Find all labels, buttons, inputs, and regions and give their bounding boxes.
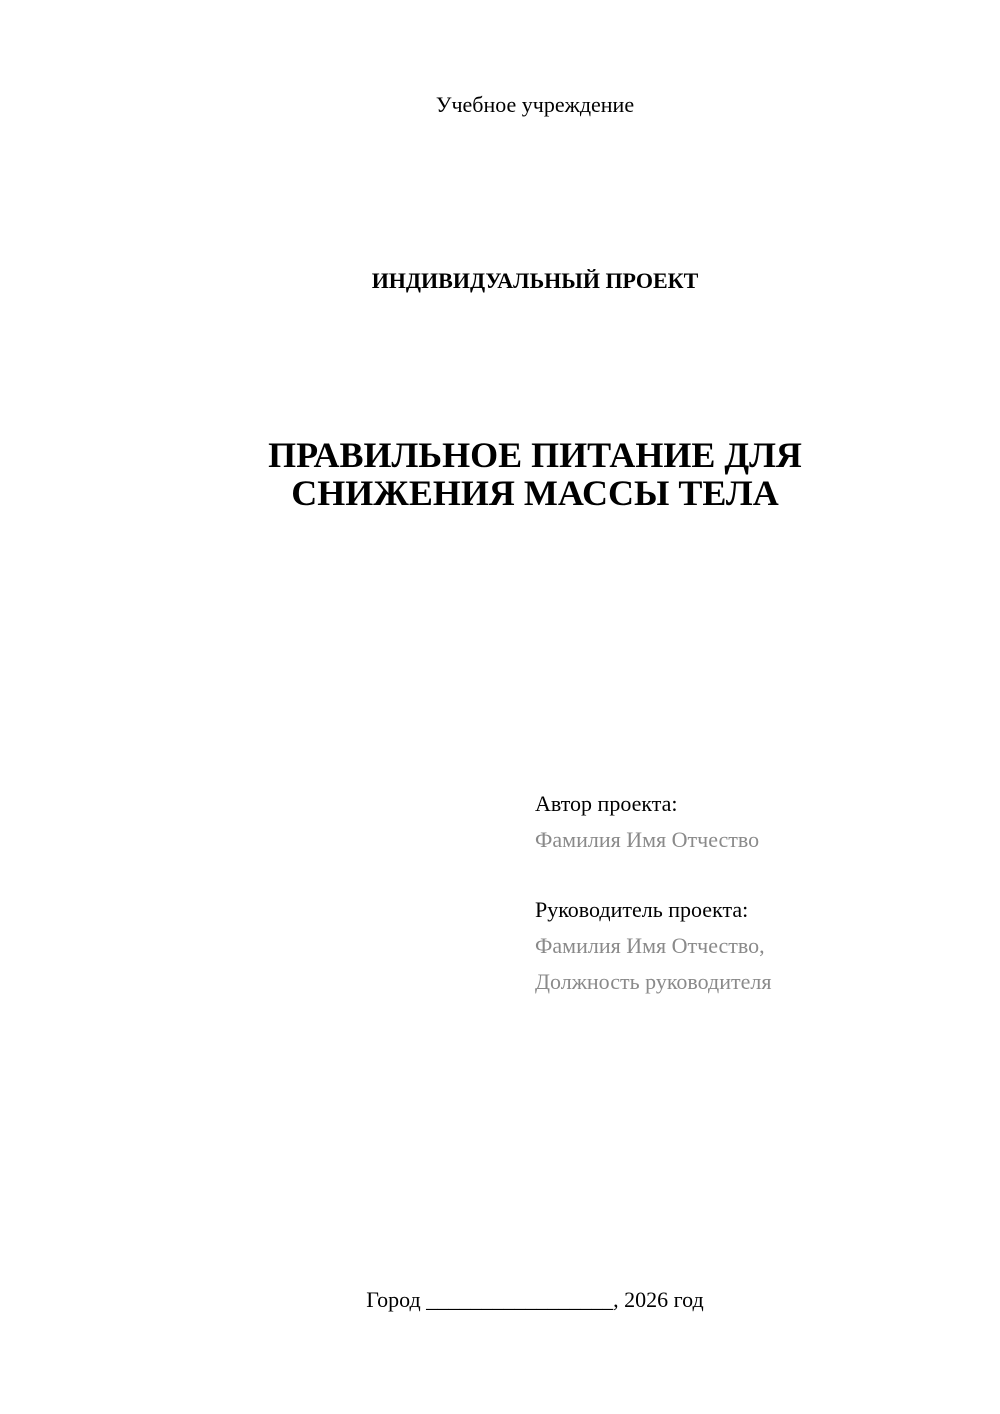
supervisor-position: Должность руководителя [535, 969, 772, 994]
author-block [535, 786, 759, 858]
city-year-footer: Город _________________, 2026 год [366, 1287, 704, 1312]
project-title [0, 436, 1000, 512]
supervisor-label: Руководитель проекта: [535, 897, 749, 922]
project-title-line-2: СНИЖЕНИЯ МАССЫ ТЕЛА [291, 473, 779, 513]
author-label: Автор проекта: [535, 791, 678, 816]
project-type-heading: ИНДИВИДУАЛЬНЫЙ ПРОЕКТ [371, 268, 699, 293]
author-name: Фамилия Имя Отчество [535, 827, 760, 852]
supervisor-name: Фамилия Имя Отчество, [535, 933, 765, 958]
supervisor-block [535, 892, 771, 1000]
institution-name: Учебное учреждение [435, 92, 635, 117]
project-title-line-1: ПРАВИЛЬНОЕ ПИТАНИЕ ДЛЯ [268, 435, 802, 475]
